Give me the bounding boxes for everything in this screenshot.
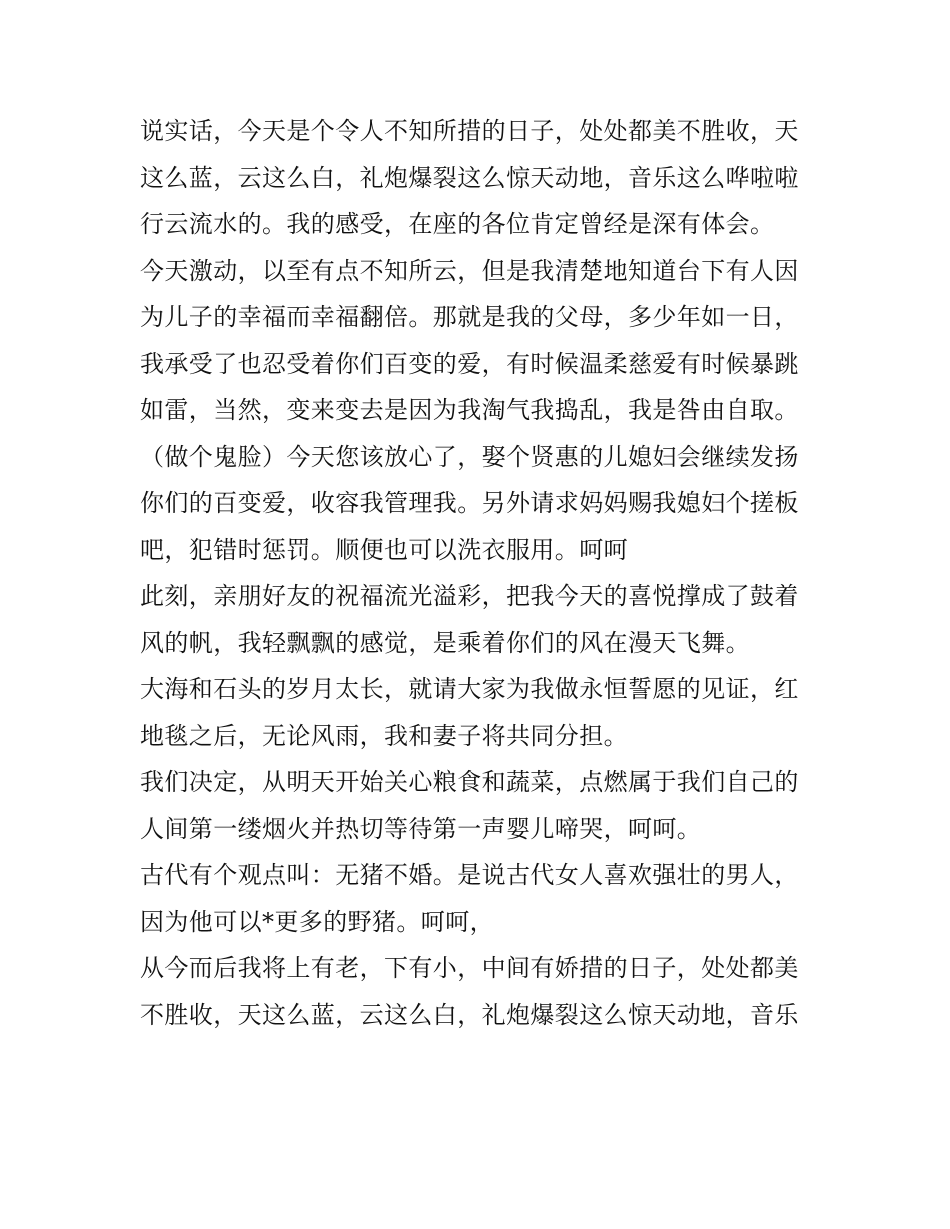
- text-line: 为儿子的幸福而幸福翻倍。那就是我的父母，多少年如一日，: [140, 303, 799, 331]
- text-line: 此刻，亲朋好友的祝福流光溢彩，把我今天的喜悦撑成了鼓着: [140, 582, 799, 610]
- text-line: 如雷，当然，变来变去是因为我淘气我捣乱，我是咎由自取。: [140, 396, 799, 424]
- text-line: 你们的百变爱，收容我管理我。另外请求妈妈赐我媳妇个搓板: [140, 489, 799, 517]
- text-line: 行云流水的。我的感受，在座的各位肯定曾经是深有体会。: [140, 210, 775, 238]
- text-line: 地毯之后，无论风雨，我和妻子将共同分担。: [140, 721, 628, 750]
- text-line: （做个鬼脸）今天您该放心了，娶个贤惠的儿媳妇会继续发扬: [140, 442, 799, 471]
- text-line: 人间第一缕烟火并热切等待第一声婴儿啼哭，呵呵。: [140, 814, 702, 843]
- document-body: [140, 108, 820, 1038]
- text-line: 大海和石头的岁月太长，就请大家为我做永恒誓愿的见证，红: [140, 675, 799, 703]
- text-line: 说实话，今天是个令人不知所措的日子，处处都美不胜收，天: [140, 117, 799, 145]
- text-line: 古代有个观点叫：无猪不婚。是说古代女人喜欢强壮的男人，: [140, 861, 799, 889]
- text-line: 因为他可以*更多的野猪。呵呵，: [140, 907, 494, 936]
- text-line: 今天激动，以至有点不知所云，但是我清楚地知道台下有人因: [140, 256, 799, 285]
- text-line: 风的帆，我轻飘飘的感觉，是乘着你们的风在漫天飞舞。: [140, 628, 750, 657]
- text-line: 这么蓝，云这么白，礼炮爆裂这么惊天动地，音乐这么哗啦啦: [140, 163, 799, 192]
- text-line: 吧，犯错时惩罚。顺便也可以洗衣服用。呵呵: [140, 535, 628, 564]
- text-line: 从今而后我将上有老，下有小，中间有娇措的日子，处处都美: [140, 954, 799, 982]
- text-line: 我承受了也忍受着你们百变的爱，有时候温柔慈爱有时候暴跳: [140, 349, 799, 378]
- text-line: 我们决定，从明天开始关心粮食和蔬菜，点燃属于我们自己的: [140, 768, 799, 796]
- text-line: 不胜收，天这么蓝，云这么白，礼炮爆裂这么惊天动地，音乐: [140, 1000, 799, 1029]
